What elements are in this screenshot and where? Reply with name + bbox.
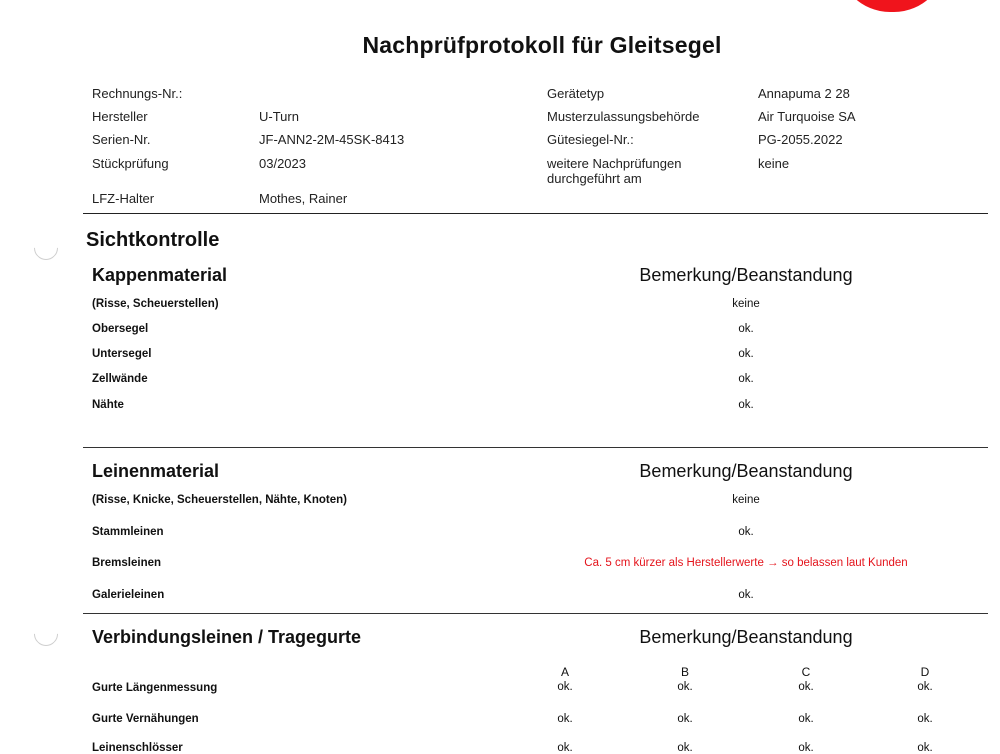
info-value-hersteller: U-Turn (259, 109, 299, 124)
row-value: keine (732, 494, 760, 506)
divider (83, 213, 988, 214)
column-header-c: C (801, 665, 811, 679)
document-title: Nachprüfprotokoll für Gleitsegel (362, 32, 722, 58)
punch-hole-mark (29, 617, 63, 651)
remark-heading: Bemerkung/Beanstandung (639, 461, 853, 481)
row-value: keine (732, 298, 760, 310)
column-header-b: B (680, 665, 689, 679)
logo-red-mark (838, 0, 946, 12)
section-heading-kappenmaterial: Kappenmaterial (92, 265, 228, 285)
cell-value: ok. (798, 742, 814, 754)
cell-value: ok. (557, 681, 573, 693)
cell-value: ok. (917, 742, 933, 754)
row-value: ok. (738, 348, 754, 360)
row-value-remark: Ca. 5 cm kürzer als Herstellerwerte → so belassen laut Kunden (584, 557, 908, 569)
info-label-musterzulassung: Musterzulassungsbehörde (547, 109, 700, 124)
cell-value: ok. (798, 713, 814, 725)
section-heading-leinenmaterial: Leinenmaterial (92, 461, 220, 481)
info-label-nachpruefungen: weitere Nachprüfungen durchgeführt am (547, 156, 682, 186)
cell-value: ok. (677, 681, 693, 693)
row-label: Stammleinen (92, 526, 164, 538)
cell-value: ok. (557, 742, 573, 754)
cell-value: ok. (557, 713, 573, 725)
row-value: ok. (738, 589, 754, 601)
row-value: ok. (738, 323, 754, 335)
info-value-serien: JF-ANN2-2M-45SK-8413 (259, 132, 405, 147)
info-value-nachpruefungen: keine (758, 156, 790, 171)
info-label-geraetetyp: Gerätetyp (547, 86, 605, 101)
row-label: Leinenschlösser (92, 742, 183, 754)
section-heading-sichtkontrolle: Sichtkontrolle (86, 229, 220, 251)
divider (83, 447, 988, 448)
info-value-musterzulassung: Air Turquoise SA (758, 109, 856, 124)
cell-value: ok. (677, 742, 693, 754)
row-label: Gurte Vernähungen (92, 713, 199, 725)
row-label: Zellwände (92, 373, 148, 385)
row-label: Galerieleinen (92, 589, 165, 601)
row-label: Untersegel (92, 348, 152, 360)
punch-hole-mark (29, 231, 63, 265)
info-label-hersteller: Hersteller (92, 109, 148, 124)
row-label: Gurte Längenmessung (92, 682, 218, 694)
remark-heading: Bemerkung/Beanstandung (639, 627, 853, 647)
cell-value: ok. (917, 713, 933, 725)
cell-value: ok. (917, 681, 933, 693)
row-value: ok. (738, 526, 754, 538)
divider (83, 613, 988, 614)
row-label: Obersegel (92, 323, 149, 335)
info-label-serien: Serien-Nr. (92, 132, 151, 147)
column-header-d: D (920, 665, 930, 679)
info-label-guetesiegel: Gütesiegel-Nr.: (547, 132, 634, 147)
row-label: Bremsleinen (92, 557, 162, 569)
info-value-stueckpruefung: 03/2023 (259, 156, 306, 171)
row-label: (Risse, Scheuerstellen) (92, 298, 219, 310)
info-label-stueckpruefung: Stückprüfung (92, 156, 169, 171)
row-value: ok. (738, 399, 754, 411)
info-value-guetesiegel: PG-2055.2022 (758, 132, 843, 147)
row-value: ok. (738, 373, 754, 385)
row-label: (Risse, Knicke, Scheuerstellen, Nähte, Knoten) (92, 494, 347, 506)
column-header-a: A (560, 665, 569, 679)
info-label-rechnung: Rechnungs-Nr.: (92, 86, 183, 101)
remark-heading: Bemerkung/Beanstandung (639, 265, 853, 285)
section-heading-verbindungsleinen: Verbindungsleinen / Tragegurte (92, 627, 362, 647)
cell-value: ok. (677, 713, 693, 725)
info-value-halter: Mothes, Rainer (259, 191, 348, 206)
info-value-geraetetyp: Annapuma 2 28 (758, 86, 850, 101)
row-label: Nähte (92, 399, 124, 411)
info-label-halter: LFZ-Halter (92, 191, 155, 206)
cell-value: ok. (798, 681, 814, 693)
